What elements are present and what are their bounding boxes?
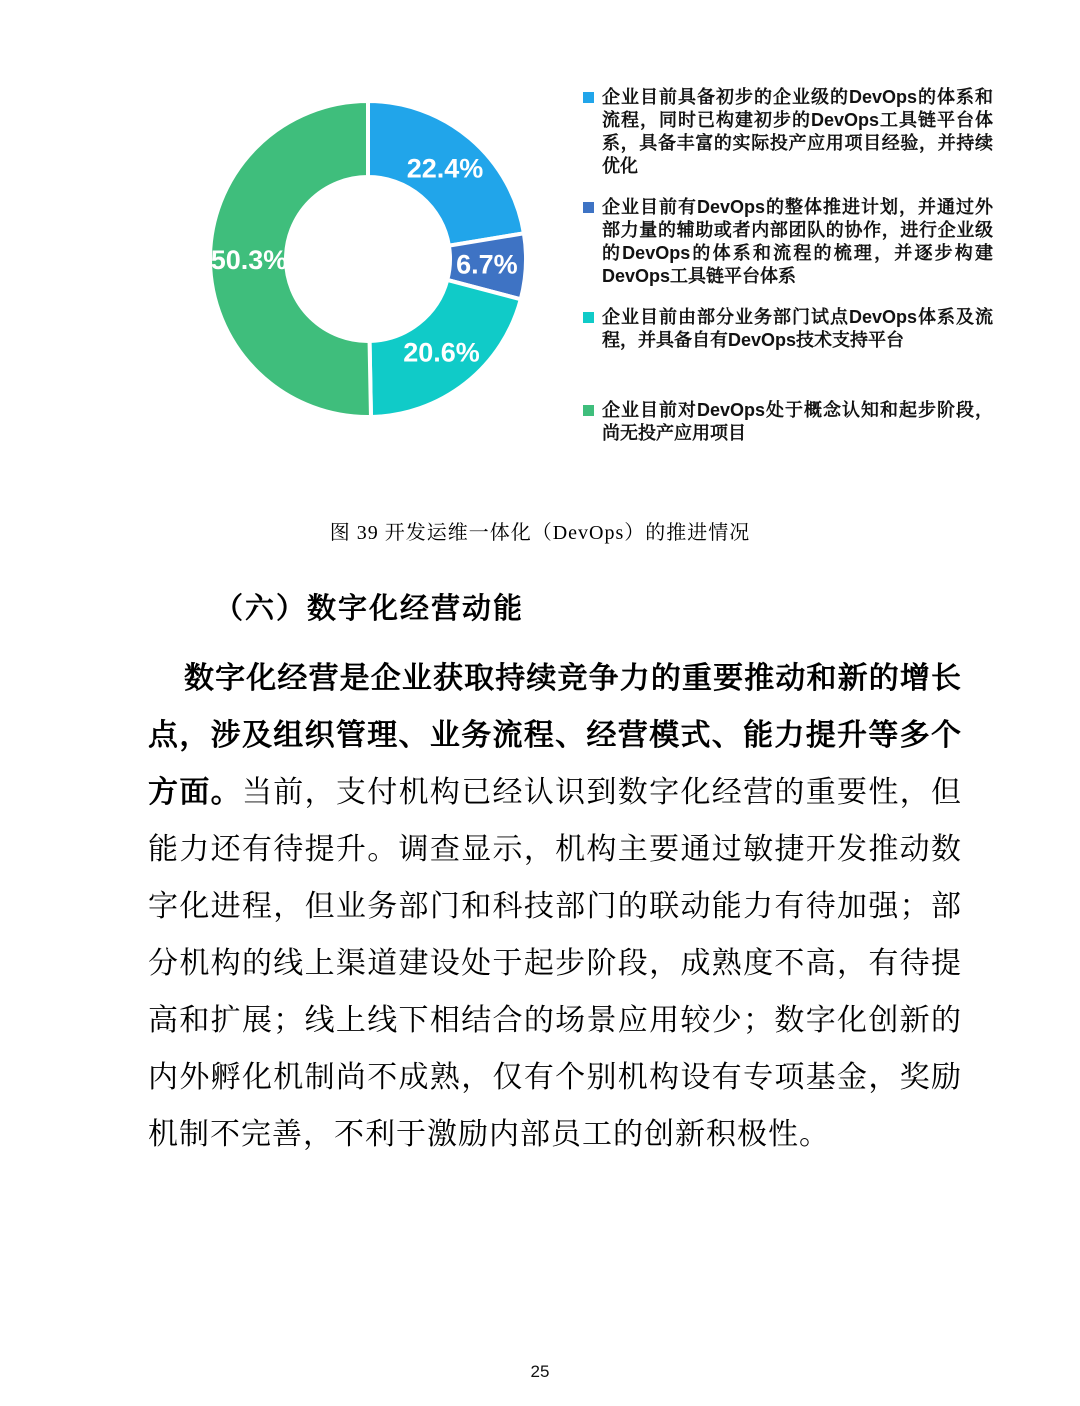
legend-swatch-icon [583,92,594,103]
slice-value-label: 50.3% [210,245,288,276]
slice-value-label: 22.4% [406,153,484,184]
legend-item [583,196,993,288]
slice-value-label: 6.7% [456,249,518,280]
donut-chart [198,89,538,429]
legend-item [583,86,993,178]
chart-legend [583,86,993,463]
legend-swatch-icon [583,405,594,416]
legend-item-label: 企业目前由部分业务部门试点DevOps体系及流程，并具备自有DevOps技术支持平台 [602,307,993,350]
legend-item-label: 企业目前具备初步的企业级的DevOps的体系和流程，同时已构建初步的DevOps工具链平台体系，具备丰富的实际投产应用项目经验，并持续优化 [602,87,993,176]
body-paragraph-lead: 数字化经营是企业获取持续竞争力的重要推动和新的增长点，涉及组织管理、业务流程、经营模式、能力提升等多个方面。 [148,662,962,809]
legend-swatch-icon [583,312,594,323]
figure-caption: 图 39 开发运维一体化（DevOps）的推进情况 [329,522,751,544]
legend-item-label: 企业目前有DevOps的整体推进计划，并通过外部力量的辅助或者内部团队的协作，进行企业级的DevOps的体系和流程的梳理，并逐步构建DevOps工具链平台体系 [602,197,993,286]
legend-item [583,399,993,445]
section-heading: （六）数字化经营动能 [214,593,525,625]
legend-item [583,306,993,352]
slice-value-label: 20.6% [403,337,480,368]
body-paragraph [148,650,962,1163]
body-paragraph-rest: 当前，支付机构已经认识到数字化经营的重要性，但能力还有待提升。调查显示，机构主要通过敏捷开发推动数字化进程，但业务部门和科技部门的联动能力有待加强；部分机构的线上渠道建设处于起步阶段，成熟度不高，有待提高和扩展；线上线下相结合的场景应用较少；数字化创新的内外孵化机制尚不成熟，仅有个别机构设有专项基金，奖励机制不完善，不利于激励内部员工的创新积极性。 [148,776,963,1151]
legend-swatch-icon [583,202,594,213]
page-number: 25 [530,1362,550,1381]
legend-item-label: 企业目前对DevOps处于概念认知和起步阶段，尚无投产应用项目 [602,400,993,443]
